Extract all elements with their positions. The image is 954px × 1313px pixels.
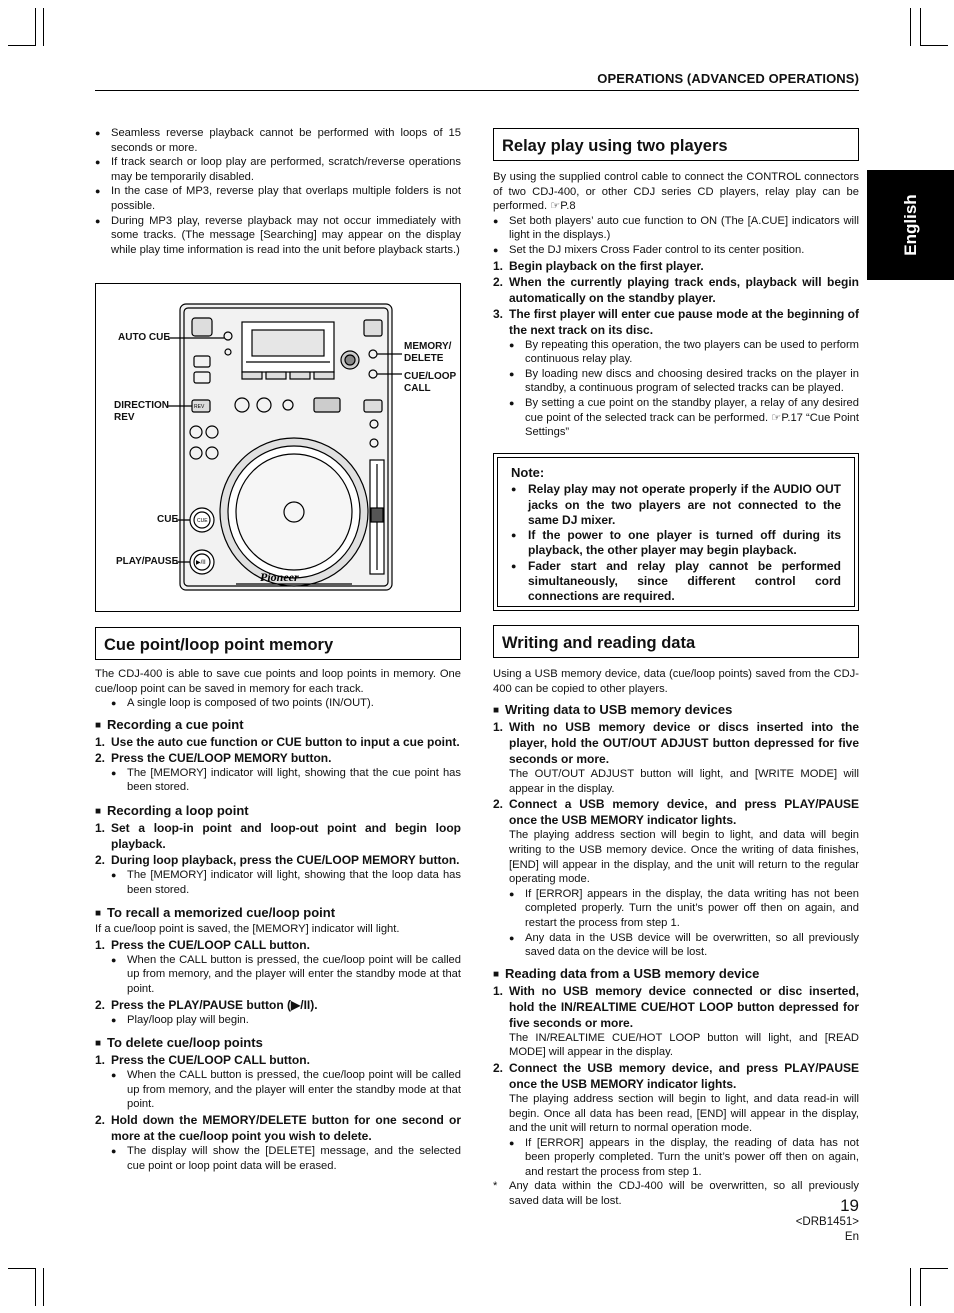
paragraph: The IN/REALTIME CUE/HOT LOOP button will light, and [READ MODE] will appear in the display. bbox=[509, 1031, 859, 1059]
paragraph: The CDJ-400 is able to save cue points and loop points in memory. One cue/loop point can be saved in memory for each track. bbox=[95, 668, 461, 695]
play-small-text: ▶/II bbox=[196, 560, 206, 566]
footnote: * Any data within the CDJ-400 will be overwritten, so all previously saved data will be lost. bbox=[493, 1180, 859, 1208]
list-item: ● If [ERROR] appears in the display, the reading of data has not been properly completed. Turn the unit’s power off then on again, and restart the process from step 1. bbox=[493, 1136, 859, 1180]
subheading: ■ Recording a loop point bbox=[95, 803, 461, 820]
header-rule bbox=[95, 90, 859, 91]
subheading: ■ To recall a memorized cue/loop point bbox=[95, 905, 461, 922]
crop-mark bbox=[920, 8, 921, 46]
crop-mark bbox=[43, 1268, 44, 1306]
crop-mark bbox=[910, 1268, 911, 1306]
note-box bbox=[493, 453, 859, 611]
subheading: ■ Reading data from a USB memory device bbox=[493, 966, 859, 983]
usb-section-body bbox=[493, 667, 859, 1209]
language-tab-label: English bbox=[900, 194, 920, 256]
subheading: ■ To delete cue/loop points bbox=[95, 1035, 461, 1052]
page-number: 19 bbox=[840, 1196, 859, 1215]
note-item: ● If the power to one player is turned off during its playback, the other player may begin playback. bbox=[511, 528, 841, 559]
cue-section-title: Cue point/loop point memory bbox=[95, 627, 461, 660]
usb-section-title: Writing and reading data bbox=[493, 625, 859, 658]
crop-mark bbox=[8, 45, 36, 46]
memory-delete-label: MEMORY/ DELETE bbox=[404, 341, 452, 364]
reverse-play-notes bbox=[95, 126, 461, 257]
step: 2. Press the CUE/LOOP MEMORY button. bbox=[95, 750, 332, 765]
paragraph: By using the supplied control cable to connect the CONTROL connectors of two CDJ-400, or other CDJ series CD players, relay play can be performed. ☞P.8 bbox=[493, 171, 859, 213]
subheading: ■ Recording a cue point bbox=[95, 717, 461, 734]
list-item: ● Set the DJ mixers Cross Fader control to its center position. bbox=[493, 243, 859, 258]
list-item: ● The [MEMORY] indicator will light, showing that the loop data has been stored. bbox=[95, 868, 461, 897]
brand-logo: Pioneer bbox=[260, 570, 299, 584]
list-item: ● By setting a cue point on the standby player, a relay of any desired cue point of the selected track can be performed. ☞P.17 “Cue Point Settings” bbox=[493, 396, 859, 440]
subheading: ■ Writing data to USB memory devices bbox=[493, 702, 859, 719]
play-pause-label: PLAY/PAUSE bbox=[116, 556, 179, 567]
crop-mark bbox=[35, 8, 36, 46]
list-item: ● During MP3 play, reverse playback may not occur immediately with some tracks. (The message [Searching] may appear on the display while play time information is read into the unit before playback starts.) bbox=[95, 214, 461, 258]
list-item: ● By loading new discs and choosing desired tracks on the player in standby, a continuous program of selected tracks can be played. bbox=[493, 367, 859, 396]
device-figure bbox=[95, 283, 461, 612]
paragraph: The OUT/OUT ADJUST button will light, and [WRITE MODE] will appear in the display. bbox=[509, 768, 859, 795]
step: 1. Use the auto cue function or CUE button to input a cue point. bbox=[95, 734, 460, 749]
step: 2. Press the PLAY/PAUSE button (▶/II). bbox=[95, 997, 318, 1012]
step: 2. Connect the USB memory device, and press PLAY/PAUSE once the USB MEMORY indicator lights. bbox=[493, 1060, 859, 1091]
relay-section-title: Relay play using two players bbox=[493, 128, 859, 161]
cue-loop-call-label: CUE/LOOP CALL bbox=[404, 371, 457, 394]
list-item: ● Seamless reverse playback cannot be performed with loops of 15 seconds or more. bbox=[95, 126, 461, 155]
step: 2. During loop playback, press the CUE/LOOP MEMORY button. bbox=[95, 852, 460, 867]
step: 2. Hold down the MEMORY/DELETE button for one second or more at the cue/loop point you wish to delete. bbox=[95, 1112, 461, 1143]
list-item: ● When the CALL button is pressed, the cue/loop point will be called up from memory, and the player will enter the standby mode at that point. bbox=[95, 1068, 461, 1112]
list-item: ● The [MEMORY] indicator will light, showing that the cue point has been stored. bbox=[95, 766, 461, 795]
step: 2. Connect a USB memory device, and press PLAY/PAUSE once the USB MEMORY indicator lights. bbox=[493, 797, 859, 828]
list-item: ● Play/loop play will begin. bbox=[95, 1013, 461, 1028]
list-item: ● If track search or loop play are performed, scratch/reverse operations may be temporarily disabled. bbox=[95, 155, 461, 184]
cue-button-label: CUE bbox=[157, 514, 179, 525]
step: 1. Press the CUE/LOOP CALL button. bbox=[95, 937, 310, 952]
step: 3. The first player will enter cue pause mode at the beginning of the next track on its disc. bbox=[493, 306, 859, 337]
language-tab bbox=[867, 170, 954, 280]
paragraph: Using a USB memory device, data (cue/loop points) saved from the CDJ-400 can be copied to other players. bbox=[493, 668, 859, 695]
crop-mark bbox=[35, 1268, 36, 1306]
list-item: ● The display will show the [DELETE] message, and the selected cue point or loop point data will be erased. bbox=[95, 1144, 461, 1173]
list-item: ● Set both players’ auto cue function to ON (The [A.CUE] indicators will light in the displays.) bbox=[493, 214, 859, 243]
crop-mark bbox=[43, 8, 44, 46]
list-item: ● When the CALL button is pressed, the cue/loop point will be called up from memory, and the player will enter the standby mode at that point. bbox=[95, 953, 461, 997]
note-item: ● Relay play may not operate properly if the AUDIO OUT jacks on the two players are not connected to the same DJ mixer. bbox=[511, 482, 841, 528]
list-item: ● In the case of MP3, reverse play that overlaps multiple folders is not possible. bbox=[95, 184, 461, 213]
paragraph: If a cue/loop point is saved, the [MEMORY] indicator will light. bbox=[95, 923, 400, 936]
step: 1. Set a loop-in point and loop-out point and begin loop playback. bbox=[95, 820, 461, 851]
step: 1. Begin playback on the first player. bbox=[493, 258, 704, 273]
list-item: ● A single loop is composed of two points (IN/OUT). bbox=[111, 696, 461, 711]
doc-code: <DRB1451> En bbox=[795, 1216, 859, 1243]
step: 1. With no USB memory device connected or disc inserted, hold the IN/REALTIME CUE/HOT LOOP button depressed for five seconds or more. bbox=[493, 983, 859, 1030]
crop-mark bbox=[920, 1268, 948, 1269]
cue-small-text: CUE bbox=[197, 518, 208, 524]
rev-small-text: REV bbox=[194, 404, 205, 410]
crop-mark bbox=[920, 45, 948, 46]
step: 2. When the currently playing track ends, playback will begin automatically on the standby player. bbox=[493, 274, 859, 305]
crop-mark bbox=[8, 1268, 36, 1269]
relay-section-body bbox=[493, 170, 859, 440]
auto-cue-label: AUTO CUE bbox=[118, 332, 171, 343]
crop-mark bbox=[910, 8, 911, 46]
list-item: ● Any data in the USB device will be overwritten, so all previously saved data on the device will be lost. bbox=[493, 931, 859, 960]
note-title: Note: bbox=[511, 465, 545, 480]
note-item: ● Fader start and relay play cannot be performed simultaneously, since different control cord connections are required. bbox=[511, 559, 841, 605]
step: 1. With no USB memory device or discs inserted into the player, hold the OUT/OUT ADJUST button depressed for five seconds or more. bbox=[493, 720, 859, 767]
paragraph: The playing address section will begin to light, and data read-in will begin. Once all data has been read, [END] will appear in the display, and the unit will return to normal operation mode. bbox=[509, 1092, 859, 1135]
step: 1. Press the CUE/LOOP CALL button. bbox=[95, 1053, 310, 1068]
cue-section-body bbox=[95, 667, 461, 1173]
paragraph: The playing address section will begin to light, and data will begin writing to the USB memory device. Once the writing of data finishes, [END] will appear in the display, and the unit will return to the regular operating mode. bbox=[509, 829, 859, 886]
crop-mark bbox=[920, 1268, 921, 1306]
direction-rev-label: DIRECTION REV bbox=[114, 400, 169, 423]
list-item: ● If [ERROR] appears in the display, the data writing has not been completed properly. Turn the unit’s power off then on again, and restart the process from step 1. bbox=[493, 887, 859, 931]
section-header: OPERATIONS (ADVANCED OPERATIONS) bbox=[597, 71, 859, 86]
list-item: ● By repeating this operation, the two players can be used to perform continuous relay play. bbox=[493, 338, 859, 367]
